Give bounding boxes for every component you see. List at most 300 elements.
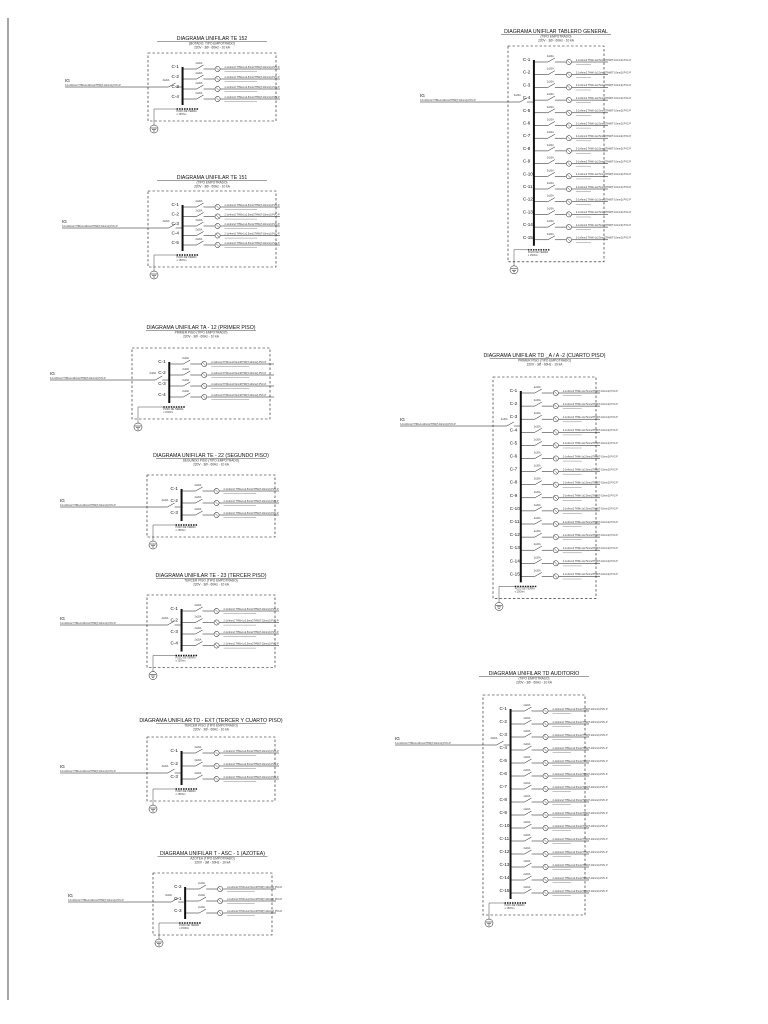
circuit-row — [172, 229, 280, 239]
circuit-label: C-13 — [522, 209, 533, 215]
circuit-row — [523, 233, 631, 243]
circuit-breaker-symbol — [535, 468, 542, 472]
circuit-row — [500, 847, 608, 857]
circuit-cable-label: 2-1x4mm2 THW+1x2.5mm2THW(T-10mm2) PVC-P — [575, 185, 631, 189]
circuit-breaker-rating: 2x20A — [195, 62, 203, 65]
differential-switch-mark — [544, 852, 548, 856]
main-breaker-rating: 3x20A — [490, 737, 498, 740]
circuit-label: C-7 — [499, 784, 507, 789]
panel-subtitle: (TIPO EMPOTRADO) — [518, 676, 550, 681]
circuit-breaker-symbol — [525, 811, 532, 815]
circuit-breaker-rating: 2x20A — [546, 182, 554, 185]
ground-resistance: ≤ 15Ohm — [176, 259, 187, 262]
circuit-breaker-symbol — [183, 382, 190, 386]
circuit-breaker-symbol — [525, 863, 532, 867]
circuit-label: C-9 — [509, 492, 518, 498]
panel-title: DIAGRAMA UNIFILAR TABLERO GENERAL — [504, 29, 608, 35]
circuit-row — [500, 808, 608, 818]
circuit-label: C-3 — [499, 732, 507, 737]
ground-label: POZO DE TIERRA — [504, 904, 525, 907]
circuit-breaker-symbol — [548, 71, 555, 75]
circuit-breaker-rating: 2x20A — [198, 894, 205, 897]
circuit-breaker-rating: 2x20A — [533, 451, 541, 455]
ground-resistance: ≤ 15Ohm — [504, 907, 515, 910]
circuit-breaker-symbol — [525, 850, 532, 854]
circuit-breaker-symbol — [525, 707, 532, 711]
circuit-breaker-symbol — [535, 455, 542, 459]
differential-switch-mark — [544, 709, 548, 713]
circuit-row — [523, 68, 631, 78]
circuit-breaker-symbol — [197, 95, 204, 99]
differential-switch-mark — [216, 67, 220, 71]
circuit-row — [523, 169, 631, 179]
circuit-row — [523, 119, 631, 129]
circuit-breaker-rating: 2x20A — [533, 477, 541, 481]
circuit-label: C-1 — [170, 748, 178, 753]
circuit-breaker-symbol — [197, 203, 204, 207]
circuit-row — [500, 756, 608, 766]
circuit-cable-label: 2-1x4mm2 THW+1x2.5mm2THW(T-10mm2) PVC-P — [552, 746, 608, 750]
circuit-label: C-4 — [158, 392, 166, 397]
differential-switch-mark — [567, 225, 571, 229]
circuit-row — [171, 627, 279, 637]
circuit-cable-label: 2-1x4mm2 THW+1x2.5mm2THW(T-10mm2) PVC-P — [552, 837, 608, 841]
panel-rating: 220V - 3Ø - 60Hz - 10 kA — [538, 38, 574, 43]
circuit-label: C-1 — [170, 606, 178, 611]
circuit-cable-label: 2-1x4mm2 THW+1x2.5mm2THW(T-10mm2) PVC-P — [552, 785, 608, 789]
circuit-breaker-symbol — [535, 389, 542, 393]
circuit-breaker-rating: 2x20A — [546, 169, 554, 173]
panel-tda2 — [400, 353, 618, 610]
circuit-breaker-rating: 2x20A — [182, 357, 190, 360]
panel-title: DIAGRAMA UNIFILAR TE - 22 (SEGUNDO PISO) — [153, 453, 269, 459]
circuit-breaker-rating: 2x20A — [523, 834, 531, 837]
circuit-label: C-4 — [522, 95, 531, 101]
circuit-row — [510, 478, 618, 488]
circuit-row — [500, 717, 608, 727]
main-breaker-symbol — [168, 503, 175, 507]
circuit-row — [510, 491, 618, 501]
ground-label: POZO DE TIERRA — [514, 587, 535, 591]
panel-rating: 220V - 3Ø - 60Hz - 10 kA — [194, 860, 231, 865]
circuit-row — [510, 569, 618, 579]
circuit-cable-label: 2-1x4mm2 THW+1x2.5mm2THW(T-10mm2) PVC-P — [223, 642, 279, 646]
circuit-cable-label: 2-1x4mm2 THW+1x2.5mm2THW(T-10mm2) PVC-P — [575, 135, 631, 138]
differential-switch-mark — [216, 215, 220, 219]
circuit-label: C-3 — [170, 774, 178, 779]
circuit-breaker-symbol — [197, 85, 204, 89]
circuit-label: C-3 — [174, 908, 182, 913]
circuit-breaker-rating: 2x20A — [546, 232, 554, 236]
circuit-label: C-10 — [499, 823, 510, 828]
differential-switch-mark — [567, 98, 571, 102]
circuit-breaker-rating: 2x20A — [194, 484, 202, 487]
differential-switch-mark — [218, 911, 222, 915]
circuit-breaker-symbol — [535, 494, 542, 498]
differential-switch-mark — [567, 212, 571, 216]
circuit-breaker-symbol — [197, 222, 204, 226]
circuit-breaker-symbol — [548, 198, 555, 202]
differential-switch-mark — [554, 417, 558, 421]
panel-subtitle: (TIPO EMPOTRADO) — [196, 180, 228, 185]
circuit-cable-label: 2-1x4mm2 THW+1x2.5mm2THW(T-10mm2) PVC-P — [575, 236, 631, 240]
differential-switch-mark — [216, 97, 220, 101]
circuit-breaker-rating: 2x20A — [523, 730, 531, 733]
feeder-cable-label: 3-1x10mm2 THW+1x10mm2THW(T-10mm2) PVC-P — [60, 770, 116, 773]
differential-switch-mark — [567, 60, 571, 64]
ground-resistance: ≤ 15Ohm — [175, 529, 186, 532]
circuit-cable-label: 2-1x4mm2 THW+1x2.5mm2THW(T-10mm2) PVC-P — [211, 382, 267, 386]
ground-resistance: ≤ 15Ohm — [163, 411, 174, 414]
ground-pit-icon — [150, 271, 158, 279]
circuit-cable-label: 2-1x4mm2 THW+1x2.5mm2THW(T-10mm2) PVC-P — [562, 533, 618, 537]
circuit-row — [523, 55, 631, 65]
feeder-cable-label: 3-1x10mm2 THW+1x10mm2THW(T-10mm2) PVC-P — [60, 622, 116, 625]
circuit-breaker-rating: 2x20A — [523, 717, 531, 720]
circuit-cable-label: 2-1x4mm2 THW+1x2.5mm2THW(T-10mm2) PVC-P — [562, 494, 618, 498]
main-breaker-rating: 3x20A — [500, 418, 508, 421]
panel-title: DIAGRAMA UNIFILAR TD _A / A -2 (CUARTO PISO) — [483, 353, 606, 359]
circuit-label: C-8 — [522, 145, 531, 151]
circuit-cable-label: 2-1x4mm2 THW+1x2.5mm2THW(T-10mm2) PVC-P — [562, 547, 618, 550]
ground-resistance: ≤ 15Ohm — [176, 113, 187, 116]
panel-subtitle: PRIMER PISO (TIPO EMPOTRADO) — [174, 330, 228, 335]
circuit-cable-label: 2-1x4mm2 THW+1x2.5mm2THW(T-10mm2) PVC-P — [562, 389, 618, 393]
panel-rating: 220V - 3Ø - 60Hz - 10 kA — [516, 680, 552, 685]
feeder-cable-label: 3-1x10mm2 THW+1x10mm2THW(T-10mm2) PVC-P — [60, 504, 116, 507]
feeder-cable-label: 3-1x10mm2 THW+1x10mm2THW(T-10mm2) PVC-P — [400, 423, 456, 426]
circuit-breaker-symbol — [548, 96, 555, 100]
circuit-cable-label: 2-1x4mm2 THW+1x2.5mm2THW(T-10mm2) PVC-P — [227, 897, 283, 901]
circuit-label: C-13 — [509, 545, 520, 551]
circuit-row — [523, 157, 631, 167]
circuit-breaker-rating: 2x20A — [546, 93, 554, 97]
circuit-breaker-rating: 2x20A — [195, 92, 203, 95]
circuit-breaker-symbol — [197, 232, 204, 236]
circuit-label: C-14 — [509, 558, 520, 564]
circuit-cable-label: 2-1x4mm2 THW+1x2.5mm2THW(T-10mm2) PVC-P — [227, 909, 283, 913]
circuit-breaker-rating: 2x20A — [194, 604, 202, 607]
circuit-row — [158, 357, 274, 367]
ground-pit-icon — [510, 266, 518, 274]
circuit-row — [523, 144, 631, 154]
differential-switch-mark — [554, 522, 558, 526]
circuit-breaker-symbol — [199, 909, 206, 913]
differential-switch-mark — [216, 77, 220, 81]
differential-switch-mark — [554, 404, 558, 408]
circuit-cable-label: 2-1x4mm2 THW+1x2.5mm2THW(T-10mm2) PVC-P — [211, 360, 267, 364]
panel-tg — [420, 29, 631, 274]
circuit-breaker-symbol — [525, 733, 532, 737]
circuit-label: C-3 — [522, 82, 531, 88]
differential-switch-mark — [216, 205, 220, 209]
circuit-breaker-symbol — [535, 520, 542, 524]
circuit-breaker-rating: 2x20A — [546, 143, 554, 147]
circuit-row — [158, 368, 274, 378]
circuit-cable-label: 2-1x4mm2 THW+1x2.5mm2THW(T-10mm2) PVC-P — [552, 824, 608, 828]
circuit-row — [171, 484, 279, 494]
panel-tdaud — [395, 671, 608, 927]
panel-title: DIAGRAMA UNIFILAR TA - 12 (PRIMER PISO) — [146, 325, 256, 331]
differential-switch-mark — [544, 839, 548, 843]
panel-rating: 220V - 3Ø - 60Hz - 10 kA — [193, 727, 229, 732]
circuit-row — [510, 386, 618, 396]
circuit-row — [500, 860, 608, 870]
feeder-cable-label: 3-1x10mm2 THW+1x10mm2THW(T-10mm2) PVC-P — [50, 377, 106, 380]
circuit-cable-label: 2-1x4mm2 THW+1x2.5mm2THW(T-10mm2) PVC-P — [223, 775, 279, 779]
circuit-cable-label: 2-1x4mm2 THW+1x2.5mm2THW(T-10mm2) PVC-P — [562, 520, 618, 524]
differential-switch-mark — [544, 878, 548, 882]
circuit-breaker-rating: 2x20A — [523, 769, 531, 772]
circuit-cable-label: 2-1x4mm2 THW+1x2.5mm2THW(T-10mm2) PVC-P — [562, 481, 618, 485]
differential-switch-mark — [544, 735, 548, 739]
differential-switch-mark — [544, 813, 548, 817]
differential-switch-mark — [216, 234, 220, 238]
panel-rating: 220V - 3Ø - 60Hz - 10 kA — [194, 45, 230, 50]
circuit-cable-label: 2-1x4mm2 THW+1x2.5mm2THW(T-10mm2) PVC-P — [562, 560, 618, 564]
circuit-breaker-symbol — [196, 619, 203, 623]
circuit-breaker-rating: 2x20A — [182, 390, 190, 393]
ground-pit-icon — [155, 939, 163, 947]
circuit-row — [172, 200, 280, 210]
circuit-breaker-rating: 2x20A — [523, 743, 531, 746]
circuit-cable-label: 2-1x4mm2 THW+1x2.5mm2THW(T-10mm2) PVC-P — [224, 222, 280, 226]
circuit-label: C-3 — [171, 84, 179, 89]
circuit-label: C-3 — [158, 381, 166, 386]
ground-label: POZO DE TIERRA — [176, 256, 197, 259]
panel-rating: 220V - 3Ø - 60Hz - 10 kA — [183, 334, 219, 339]
differential-switch-mark — [567, 149, 571, 153]
circuit-row — [500, 769, 608, 779]
ground-label: POZO DE TIERRA — [175, 656, 196, 660]
circuit-breaker-symbol — [535, 559, 542, 563]
circuit-cable-label: 2-1x4mm2 THW+1x2.5mm2THW(T-10mm2) PVC-P — [552, 863, 608, 867]
circuit-label: C-10 — [522, 171, 533, 177]
differential-switch-mark — [567, 73, 571, 77]
circuit-cable-label: 2-1x4mm2 THW+1x2.5mm2THW(T-10mm2) PVC-P — [562, 507, 618, 511]
ground-label: POZO DE TIERRA — [527, 250, 549, 254]
circuit-label: C-7 — [509, 466, 518, 472]
circuit-breaker-symbol — [548, 172, 555, 176]
circuit-row — [510, 517, 618, 527]
panel-tasc1 — [68, 851, 283, 947]
circuit-row — [523, 207, 631, 217]
circuit-breaker-rating: 2x20A — [194, 496, 202, 499]
circuit-row — [500, 795, 608, 805]
circuit-breaker-symbol — [196, 499, 203, 503]
circuit-breaker-symbol — [525, 720, 532, 724]
circuit-cable-label: 2-1x4mm2 THW+1x2.5mm2THW(T-10mm2) PVC-P — [224, 232, 280, 236]
circuit-breaker-rating: 2x20A — [194, 759, 202, 762]
panel-subtitle: TERCER PISO (TIPO EMPOTRADO) — [184, 723, 238, 728]
circuit-row — [523, 220, 631, 230]
differential-switch-mark — [567, 174, 571, 178]
circuit-label: C-5 — [509, 440, 518, 446]
main-breaker-rating: 3x20A — [162, 220, 170, 223]
circuit-row — [523, 80, 631, 90]
circuit-breaker-rating: 2x20A — [533, 503, 541, 507]
circuit-breaker-symbol — [525, 837, 532, 841]
ground-pit-icon — [150, 125, 158, 133]
circuit-row — [171, 759, 279, 769]
differential-switch-mark — [215, 501, 219, 505]
circuit-breaker-symbol — [196, 607, 203, 611]
circuit-cable-label: 2-1x4mm2 THW+1x2.5mm2THW(T-10mm2) PVC-P — [552, 707, 608, 711]
circuit-row — [500, 886, 608, 896]
circuit-breaker-symbol — [548, 122, 555, 126]
panel-ta12 — [50, 325, 274, 431]
circuit-breaker-rating: 2x20A — [194, 746, 202, 749]
differential-switch-mark — [554, 457, 558, 461]
circuit-cable-label: 2-1x4mm2 THW+1x2.5mm2THW(T-10mm2) PVC-P — [224, 95, 280, 99]
circuit-breaker-symbol — [548, 83, 555, 87]
differential-switch-mark — [544, 748, 548, 752]
differential-switch-mark — [202, 395, 206, 399]
circuit-label: C-3 — [170, 510, 178, 515]
circuit-breaker-symbol — [525, 876, 532, 880]
circuit-breaker-rating: 2x20A — [533, 517, 541, 520]
circuit-label: C-11 — [509, 519, 520, 524]
circuit-label: C-14 — [499, 875, 510, 880]
differential-switch-mark — [544, 787, 548, 791]
circuit-breaker-symbol — [535, 428, 542, 432]
circuit-cable-label: 2-1x4mm2 THW+1x2.5mm2THW(T-10mm2) PVC-P — [552, 759, 608, 763]
differential-switch-mark — [567, 238, 571, 242]
circuit-breaker-rating: 2x20A — [533, 490, 541, 494]
circuit-breaker-symbol — [196, 749, 203, 753]
differential-switch-mark — [567, 85, 571, 89]
circuit-cable-label: 2-1x4mm2 THW+1x2.5mm2THW(T-10mm2) PVC-P — [552, 850, 608, 854]
circuit-row — [510, 412, 618, 422]
circuit-label: C-3 — [171, 221, 179, 226]
panel-te151 — [62, 175, 280, 279]
differential-switch-mark — [215, 621, 219, 625]
panel-subtitle: PRIMER PISO (TIPO EMPOTRADO) — [518, 358, 571, 363]
circuit-breaker-symbol — [548, 223, 555, 227]
ground-label: POZO DE TIERRA — [176, 110, 197, 113]
circuit-row — [171, 496, 279, 506]
main-breaker-rating: 3x20A — [149, 372, 157, 375]
differential-switch-mark — [216, 243, 220, 247]
circuit-label: C-2 — [171, 211, 179, 217]
differential-switch-mark — [544, 774, 548, 778]
differential-switch-mark — [215, 513, 219, 517]
panel-rating: 220V - 3Ø - 60Hz - 10 kA — [193, 462, 229, 467]
circuit-cable-label: 2-1x4mm2 THW+1x2.5mm2THW(T-10mm2) PVC-P — [224, 213, 280, 217]
main-switch-label: IG — [420, 93, 425, 98]
panel-enclosure — [147, 737, 275, 801]
circuit-cable-label: 2-1x4mm2 THW+1x2.5mm2THW(T-10mm2) PVC-P — [575, 84, 631, 88]
circuit-cable-label: 2-1x4mm2 THW+1x2.5mm2THW(T-10mm2) PVC-P — [227, 885, 283, 889]
main-switch-label: IG — [60, 498, 65, 503]
panel-subtitle: (BOTADO, TIPO EMPOTRADO) — [189, 41, 235, 46]
circuit-label: C-1 — [158, 359, 166, 364]
ground-resistance: ≤ 15Ohm — [527, 253, 538, 257]
circuit-row — [500, 743, 608, 753]
circuit-breaker-rating: 2x20A — [195, 219, 203, 222]
circuit-label: C-5 — [522, 107, 531, 113]
circuit-breaker-rating: 2x20A — [195, 72, 203, 75]
circuit-label: C-10 — [509, 505, 520, 511]
circuit-cable-label: 2-1x4mm2 THW+1x2.5mm2THW(T-10mm2) PVC-P — [552, 798, 608, 802]
circuit-row — [174, 882, 282, 892]
main-switch-label: IG — [60, 616, 65, 621]
panel-title: DIAGRAMA UNIFILAR TD AUDITORIO — [488, 671, 580, 677]
circuit-breaker-symbol — [525, 759, 532, 763]
circuit-breaker-symbol — [535, 481, 542, 485]
circuit-breaker-rating: 2x20A — [546, 55, 554, 58]
circuit-breaker-rating: 2x20A — [195, 209, 203, 213]
circuit-breaker-rating: 2x20A — [182, 379, 190, 382]
circuit-breaker-symbol — [196, 642, 203, 646]
circuit-breaker-symbol — [535, 415, 542, 419]
circuit-breaker-symbol — [196, 487, 203, 491]
circuit-row — [500, 873, 608, 883]
circuit-label: C-1 — [509, 388, 518, 393]
circuit-row — [510, 556, 618, 566]
circuit-label: C-2 — [174, 884, 182, 889]
circuit-row — [510, 504, 618, 514]
circuit-cable-label: 2-1x4mm2 THW+1x2.5mm2THW(T-10mm2) PVC-P — [223, 607, 279, 611]
circuit-breaker-symbol — [548, 109, 555, 113]
panel-title: DIAGRAMA UNIFILAR TD - EXT (TERCER Y CUARTO PISO) — [139, 718, 283, 724]
circuit-label: C-13 — [499, 862, 510, 867]
circuit-label: C-8 — [499, 797, 507, 802]
circuit-breaker-symbol — [535, 546, 542, 550]
circuit-cable-label: 2-1x4mm2 THW+1x2.5mm2THW(T-10mm2) PVC-P — [552, 876, 608, 880]
circuit-label: C-2 — [522, 69, 531, 75]
circuit-breaker-symbol — [183, 393, 190, 397]
circuit-breaker-symbol — [196, 511, 203, 515]
circuit-row — [510, 438, 618, 448]
circuit-label: C-11 — [499, 836, 510, 841]
circuit-breaker-rating: 2x20A — [523, 808, 531, 811]
circuit-breaker-symbol — [183, 360, 190, 364]
circuit-breaker-symbol — [535, 533, 542, 537]
ground-pit-icon — [149, 541, 157, 549]
circuit-label: C-4 — [170, 640, 178, 646]
circuit-label: C-12 — [509, 532, 520, 538]
differential-switch-mark — [567, 136, 571, 140]
circuit-label: C-2 — [499, 719, 507, 724]
circuit-breaker-rating: 2x20A — [194, 638, 202, 642]
circuit-breaker-rating: 2x20A — [194, 508, 202, 511]
circuit-row — [523, 182, 631, 192]
differential-switch-mark — [215, 764, 219, 768]
circuit-label: C-6 — [509, 453, 518, 459]
panel-enclosure — [153, 873, 272, 935]
circuit-row — [500, 704, 608, 714]
circuit-breaker-rating: 2x20A — [546, 105, 554, 109]
circuit-breaker-rating: 2x20A — [533, 556, 541, 560]
main-breaker-rating: 3x20A — [513, 94, 521, 97]
circuit-breaker-rating: 2x20A — [533, 399, 541, 403]
circuit-row — [172, 210, 280, 220]
circuit-row — [523, 93, 631, 103]
feeder-cable-label: 3-1x10mm2 THW+1x10mm2THW(T-10mm2) PVC-P — [65, 84, 121, 87]
circuit-cable-label: 2-1x4mm2 THW+1x2.5mm2THW(T-10mm2) PVC-P — [562, 468, 618, 472]
circuit-breaker-symbol — [525, 772, 532, 776]
circuit-breaker-symbol — [197, 213, 204, 217]
ground-pit-icon — [149, 672, 157, 680]
panel-te22 — [60, 453, 279, 549]
circuit-breaker-rating: 2x20A — [546, 194, 554, 198]
circuit-label: C-1 — [171, 202, 179, 207]
circuit-cable-label: 2-1x4mm2 THW+1x2.5mm2THW(T-10mm2) PVC-P — [224, 75, 280, 79]
main-switch-label: IG — [50, 371, 55, 376]
differential-switch-mark — [544, 826, 548, 830]
circuit-row — [174, 894, 282, 904]
